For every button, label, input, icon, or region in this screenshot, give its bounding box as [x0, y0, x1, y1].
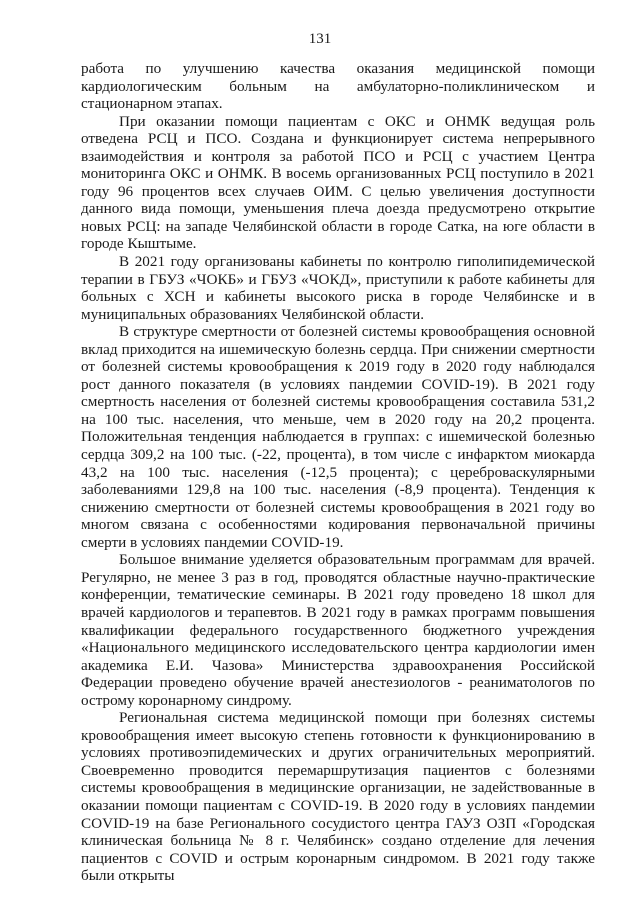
paragraph-oks-onmk: При оказании помощи пациентам с ОКС и ОНМК ведущая роль отведена РСЦ и ПСО. Создана и функционирует система непрерывного взаимодействия и контроля за работой ПСО и РСЦ с участием Центра мониторинга ОКС и ОНМК. В восемь организованных РСЦ поступило в 2021 году 96 процентов всех случаев ОИМ. С целью увеличения доступности данного вида помощи, уменьшения плеча доезда предусмотрено открытие новых РСЦ: на западе Челябинской области в городе Сатка, на юге области в городе Кыштыме. — [81, 112, 595, 253]
paragraph-cabinets: В 2021 году организованы кабинеты по контролю гиполипидемической терапии в ГБУЗ «ЧОКБ» и ГБУЗ «ЧОКД», приступили к работе кабинеты для больных с ХСН и кабинеты высокого риска в городе Челябинске и в муниципальных образованиях Челябинской области. — [81, 253, 595, 323]
paragraph-education: Большое внимание уделяется образовательным программам для врачей. Регулярно, не менее 3 раз в год, проводятся областные научно-практические конференции, тематические семинары. В 2021 году проведено 18 школ для врачей кардиологов и терапевтов. В 2021 году в рамках программ повышения квалификации федерального государственного бюджетного учреждения «Национального медицинского исследовательского центра кардиологии имен академика Е.И. Чазова» Министерства здравоохранения Российской Федерации проведено обучение врачей анестезиологов - реаниматологов по острому коронарному синдрому. — [81, 551, 595, 709]
paragraph-mortality: В структуре смертности от болезней системы кровообращения основной вклад приходится на ишемическую болезнь сердца. При снижении смертности от болезней системы кровообращения к 2019 году в 2020 году наблюдался рост данного показателя (в условиях пандемии COVID-19). В 2021 году смертность населения от болезней системы кровообращения составила 531,2 на 100 тыс. населения, что меньше, чем в 2020 году на 20,2 процента. Положительная тенденция наблюдается в группах: с ишемической болезнью сердца 309,2 на 100 тыс. (-22, процента), в том числе с инфарктом миокарда 43,2 на 100 тыс. населения (-12,5 процента); с цереброваскулярными заболеваниями 129,8 на 100 тыс. населения (-8,9 процента). Тенденция к снижению смертности от болезней системы кровообращения в 2021 году во многом связана с особенностями кодирования первоначальной причины смерти в условиях пандемии COVID-19. — [81, 323, 595, 551]
paragraph-continuation: работа по улучшению качества оказания медицинской помощи кардиологическим больным на амбулаторно-поликлиническом и стационарном этапах. — [81, 60, 595, 113]
document-body — [81, 60, 595, 885]
page-number: 131 — [308, 31, 332, 47]
paragraph-regional-system: Региональная система медицинской помощи при болезнях системы кровообращения имеет высокую степень готовности к функционированию в условиях противоэпидемических и других ограничительных мероприятий. Своевременно проводится перемаршрутизация пациентов с болезнями системы кровообращения в медицинские организации, не задействованные в оказании помощи пациентам с COVID-19. В 2020 году в условиях пандемии COVID-19 на базе Регионального сосудистого центра ГАУЗ ОЗП «Городская клиническая больница № 8 г. Челябинск» создано отделение для лечения пациентов с COVID и острым коронарным синдромом. В 2021 году также были открыты — [81, 709, 595, 885]
